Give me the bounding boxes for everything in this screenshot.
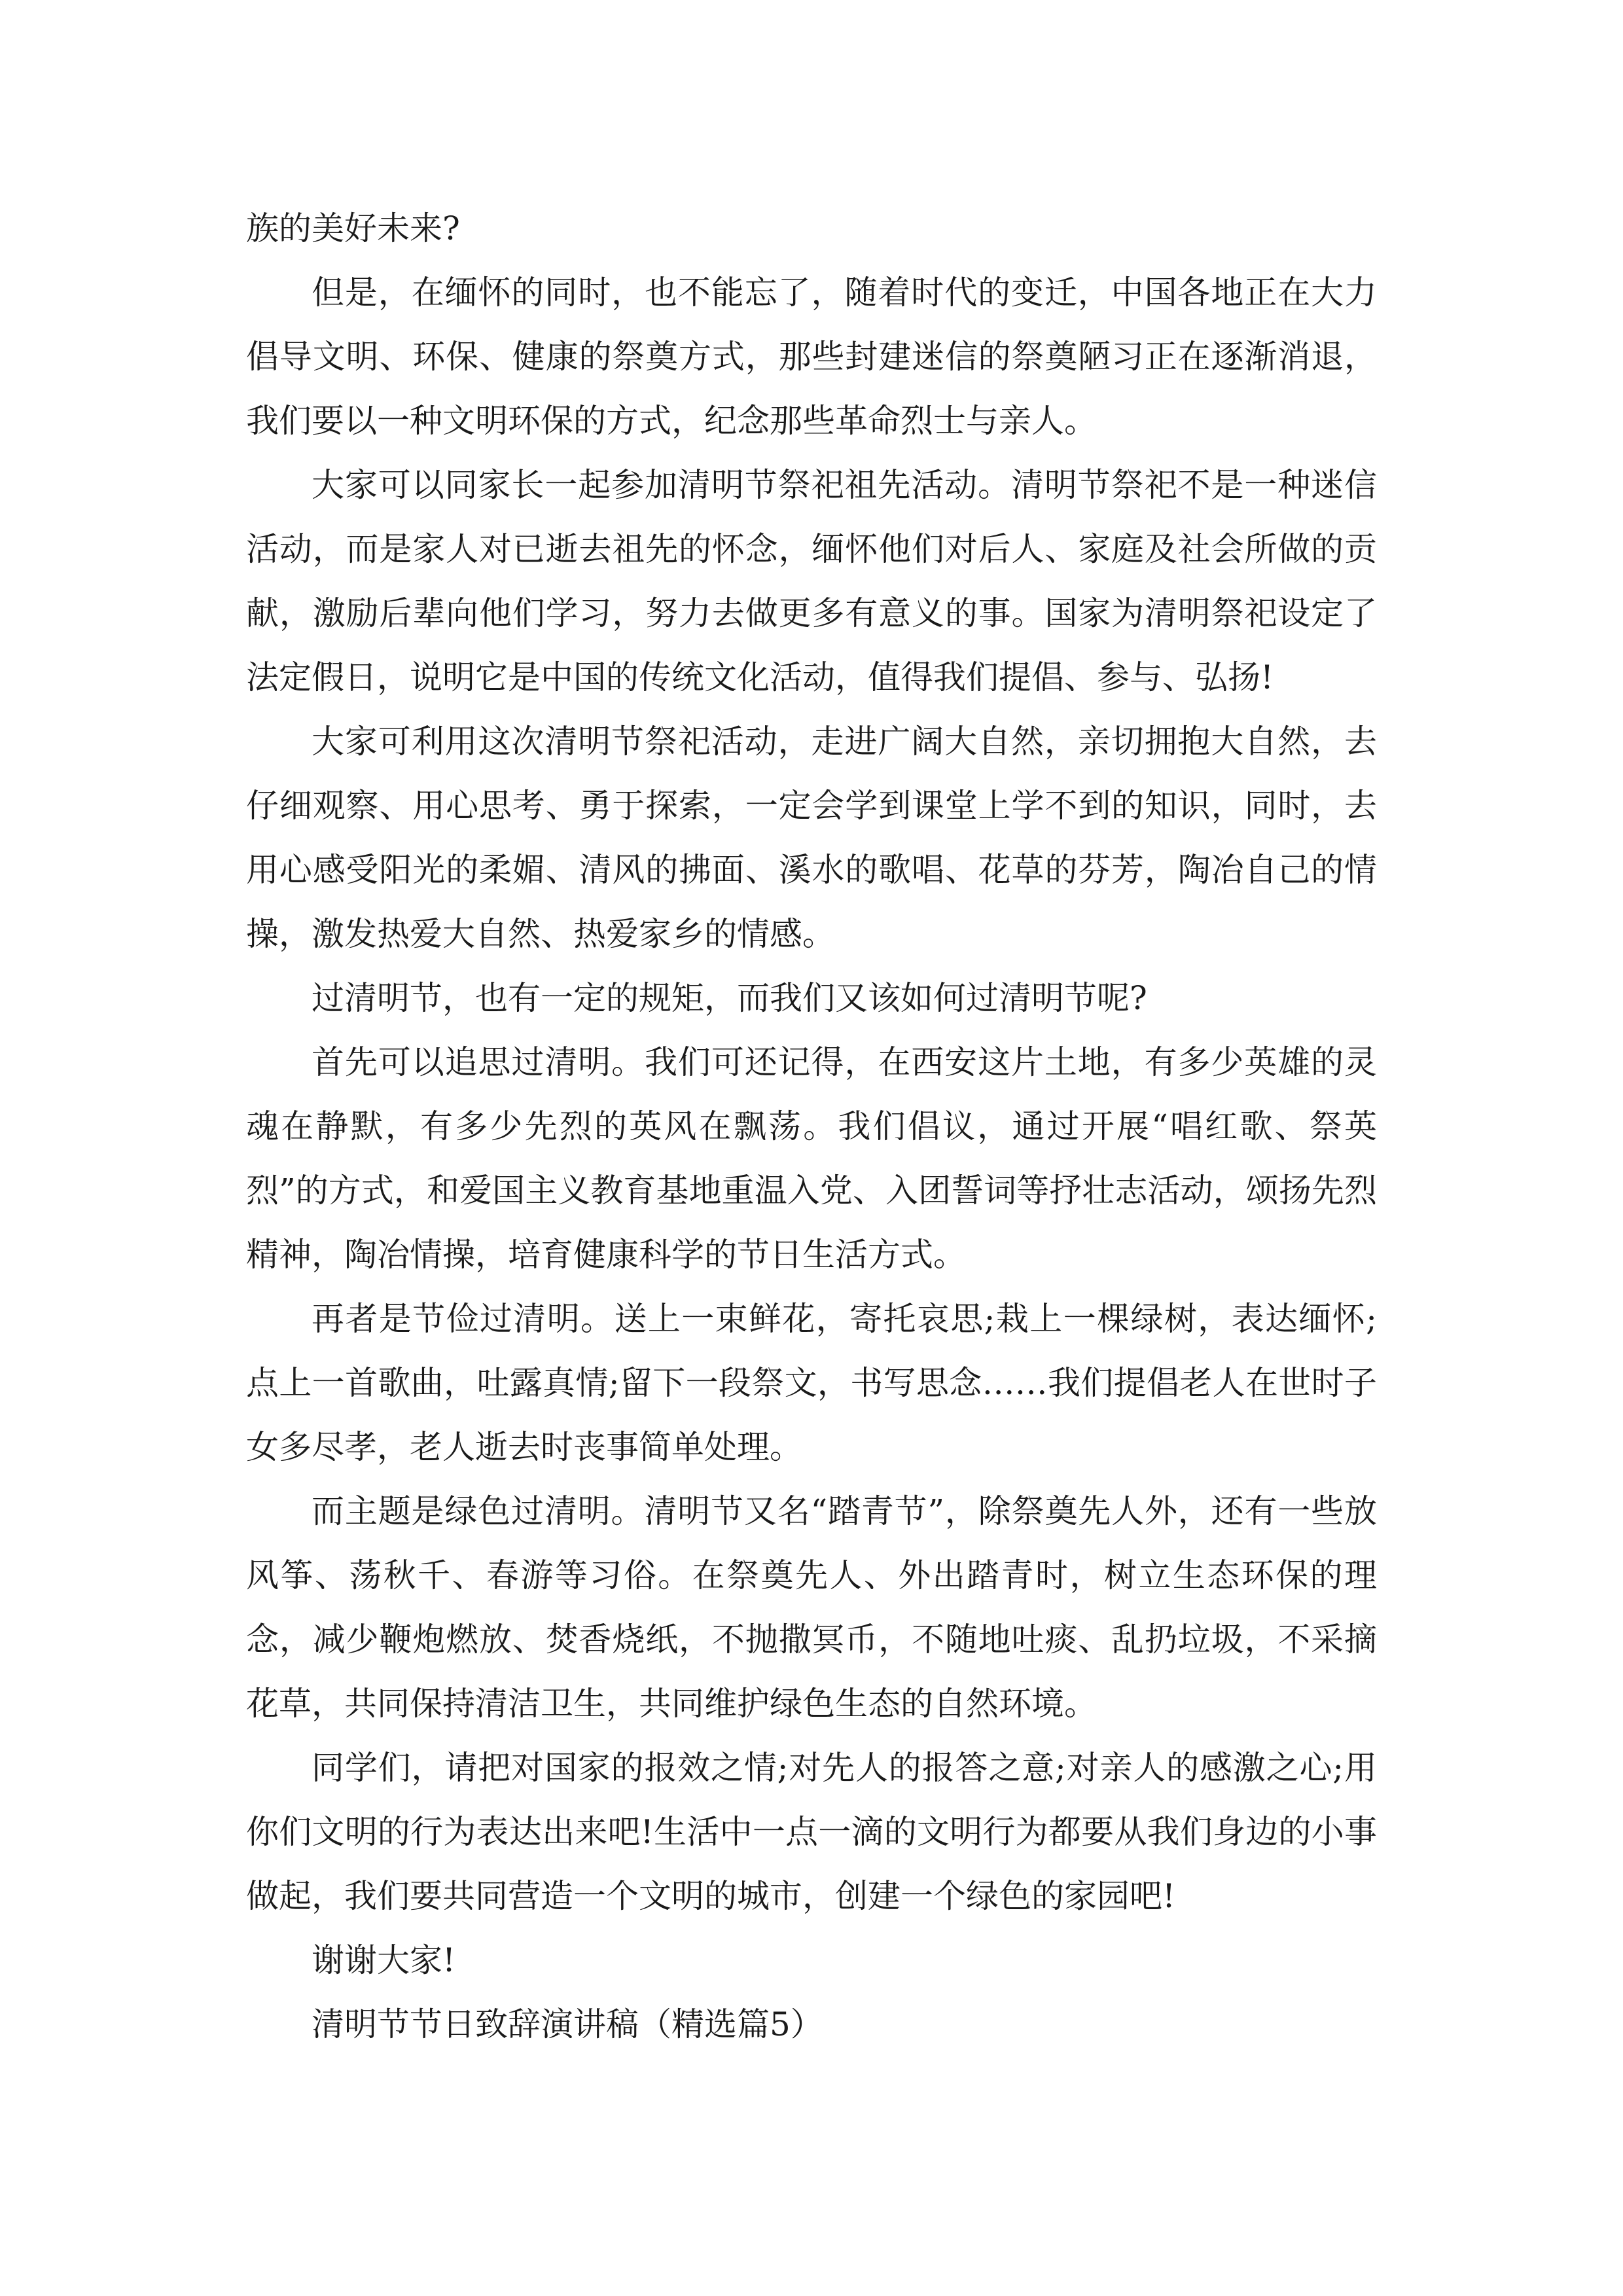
paragraph: 同学们，请把对国家的报效之情;对先人的报答之意;对亲人的感激之心;用你们文明的行为表达出来吧!生活中一点一滴的文明行为都要从我们身边的小事做起，我们要共同营造一个文明的城市，创建一个绿色的家园吧! bbox=[246, 1749, 1377, 1915]
paragraph: 再者是节俭过清明。送上一束鲜花，寄托哀思;栽上一棵绿树，表达缅怀;点上一首歌曲，吐露真情;留下一段祭文，书写思念……我们提倡老人在世时子女多尽孝，老人逝去时丧事简单处理。 bbox=[246, 1300, 1377, 1466]
paragraph-continuation: 族的美好未来? bbox=[246, 209, 460, 247]
section-heading: 清明节节日致辞演讲稿（精选篇5） bbox=[312, 2005, 823, 2043]
paragraph: 大家可利用这次清明节祭祀活动，走进广阔大自然，亲切拥抱大自然，去仔细观察、用心思考、勇于探索，一定会学到课堂上学不到的知识，同时，去用心感受阳光的柔媚、清风的拂面、溪水的歌唱、花草的芬芳，陶冶自己的情操，激发热爱大自然、热爱家乡的情感。 bbox=[246, 723, 1377, 953]
paragraph: 但是，在缅怀的同时，也不能忘了，随着时代的变迁，中国各地正在大力倡导文明、环保、健康的祭奠方式，那些封建迷信的祭奠陋习正在逐渐消退，我们要以一种文明环保的方式，纪念那些革命烈士与亲人。 bbox=[246, 274, 1377, 440]
paragraph: 过清明节，也有一定的规矩，而我们又该如何过清明节呢? bbox=[312, 979, 1147, 1017]
closing-line: 谢谢大家! bbox=[312, 1941, 456, 1979]
paragraph: 大家可以同家长一起参加清明节祭祀祖先活动。清明节祭祀不是一种迷信活动，而是家人对已逝去祖先的怀念，缅怀他们对后人、家庭及社会所做的贡献，激励后辈向他们学习，努力去做更多有意义的事。国家为清明祭祀设定了法定假日，说明它是中国的传统文化活动，值得我们提倡、参与、弘扬! bbox=[246, 466, 1377, 696]
paragraph: 而主题是绿色过清明。清明节又名“踏青节”，除祭奠先人外，还有一些放风筝、荡秋千、春游等习俗。在祭奠先人、外出踏青时，树立生态环保的理念，减少鞭炮燃放、焚香烧纸，不抛撒冥币，不随地吐痰、乱扔垃圾，不采摘花草，共同保持清洁卫生，共同维护绿色生态的自然环境。 bbox=[246, 1492, 1377, 1723]
document-body bbox=[246, 196, 1377, 2056]
paragraph: 首先可以追思过清明。我们可还记得，在西安这片土地，有多少英雄的灵魂在静默，有多少先烈的英风在飘荡。我们倡议，通过开展“唱红歌、祭英烈”的方式，和爱国主义教育基地重温入党、入团誓词等抒壮志活动，颂扬先烈精神，陶冶情操，培育健康科学的节日生活方式。 bbox=[246, 1043, 1377, 1274]
